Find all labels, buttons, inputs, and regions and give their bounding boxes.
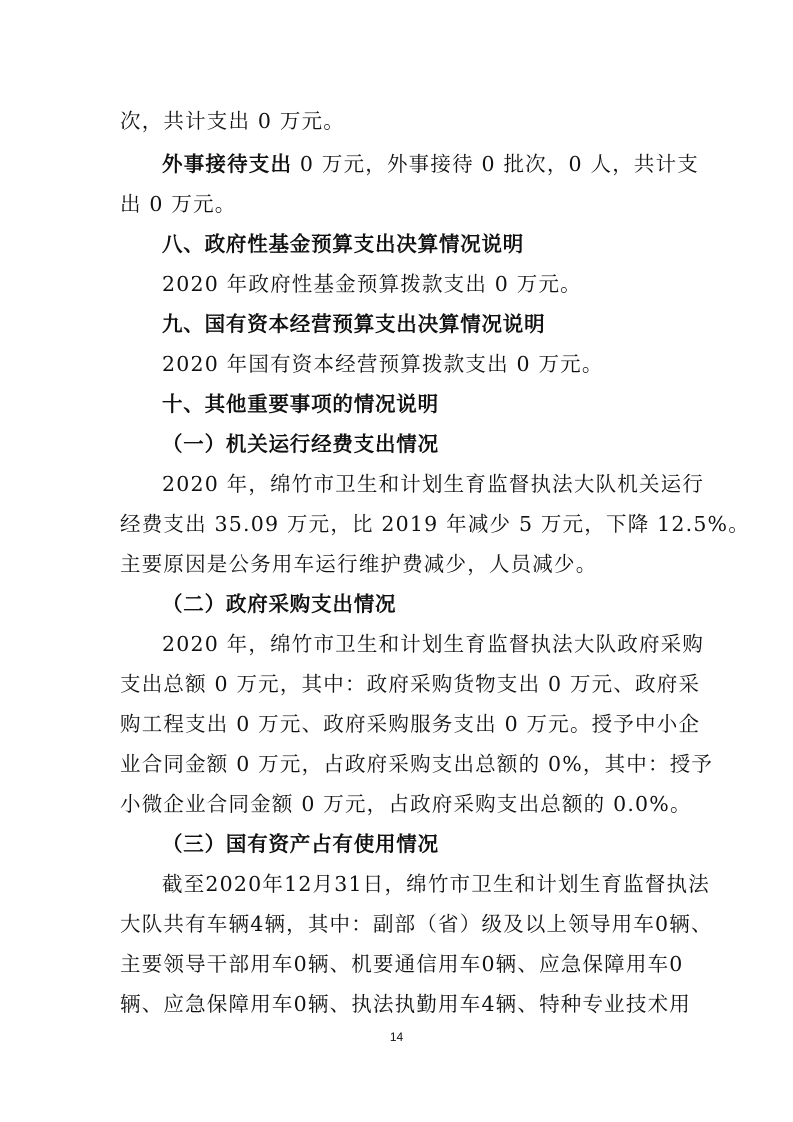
text-line: 主要领导干部用车0辆、机要通信用车0辆、应急保障用车0 [120, 952, 684, 976]
text-line: 支出总额 0 万元，其中：政府采购货物支出 0 万元、政府采 [120, 672, 701, 696]
subsection-heading: （二）政府采购支出情况 [162, 592, 397, 616]
text-line: 2020 年，绵竹市卫生和计划生育监督执法大队机关运行 [162, 472, 705, 496]
text-line: 辆、应急保障用车0辆、执法执勤用车4辆、特种专业技术用 [120, 992, 691, 1016]
text-line: 2020 年，绵竹市卫生和计划生育监督执法大队政府采购 [162, 632, 705, 656]
text-line: 购工程支出 0 万元、政府采购服务支出 0 万元。授予中小企 [120, 712, 701, 736]
text-line: 截至2020年12月31日，绵竹市卫生和计划生育监督执法 [162, 872, 710, 896]
text-line: 业合同金额 0 万元，占政府采购支出总额的 0%，其中：授予 [120, 752, 714, 776]
section-heading: 九、国有资本经营预算支出决算情况说明 [162, 312, 546, 336]
section-heading: 八、政府性基金预算支出决算情况说明 [162, 232, 525, 256]
page-number: 14 [389, 1030, 404, 1044]
text-line: 经费支出 35.09 万元，比 2019 年减少 5 万元，下降 12.5%。 [120, 512, 750, 536]
subsection-heading: （一）机关运行经费支出情况 [162, 432, 439, 456]
text-line: 大队共有车辆4辆，其中：副部（省）级及以上领导用车0辆、 [120, 912, 713, 936]
section-heading: 十、其他重要事项的情况说明 [162, 392, 439, 416]
text-line: 2020 年国有资本经营预算拨款支出 0 万元。 [162, 352, 604, 376]
text-line: 次，共计支出 0 万元。 [120, 109, 345, 133]
text-line: 出 0 万元。 [120, 192, 237, 216]
text-line [162, 151, 700, 177]
text-line: 主要原因是公务用车运行维护费减少，人员减少。 [120, 552, 598, 576]
inline-heading: 外事接待支出 [162, 152, 293, 176]
subsection-heading: （三）国有资产占有使用情况 [162, 832, 439, 856]
text-line: 小微企业合同金额 0 万元，占政府采购支出总额的 0.0%。 [120, 792, 692, 816]
inline-text: 0 万元，外事接待 0 批次，0 人，共计支 [292, 152, 700, 176]
text-line: 2020 年政府性基金预算拨款支出 0 万元。 [162, 272, 582, 296]
